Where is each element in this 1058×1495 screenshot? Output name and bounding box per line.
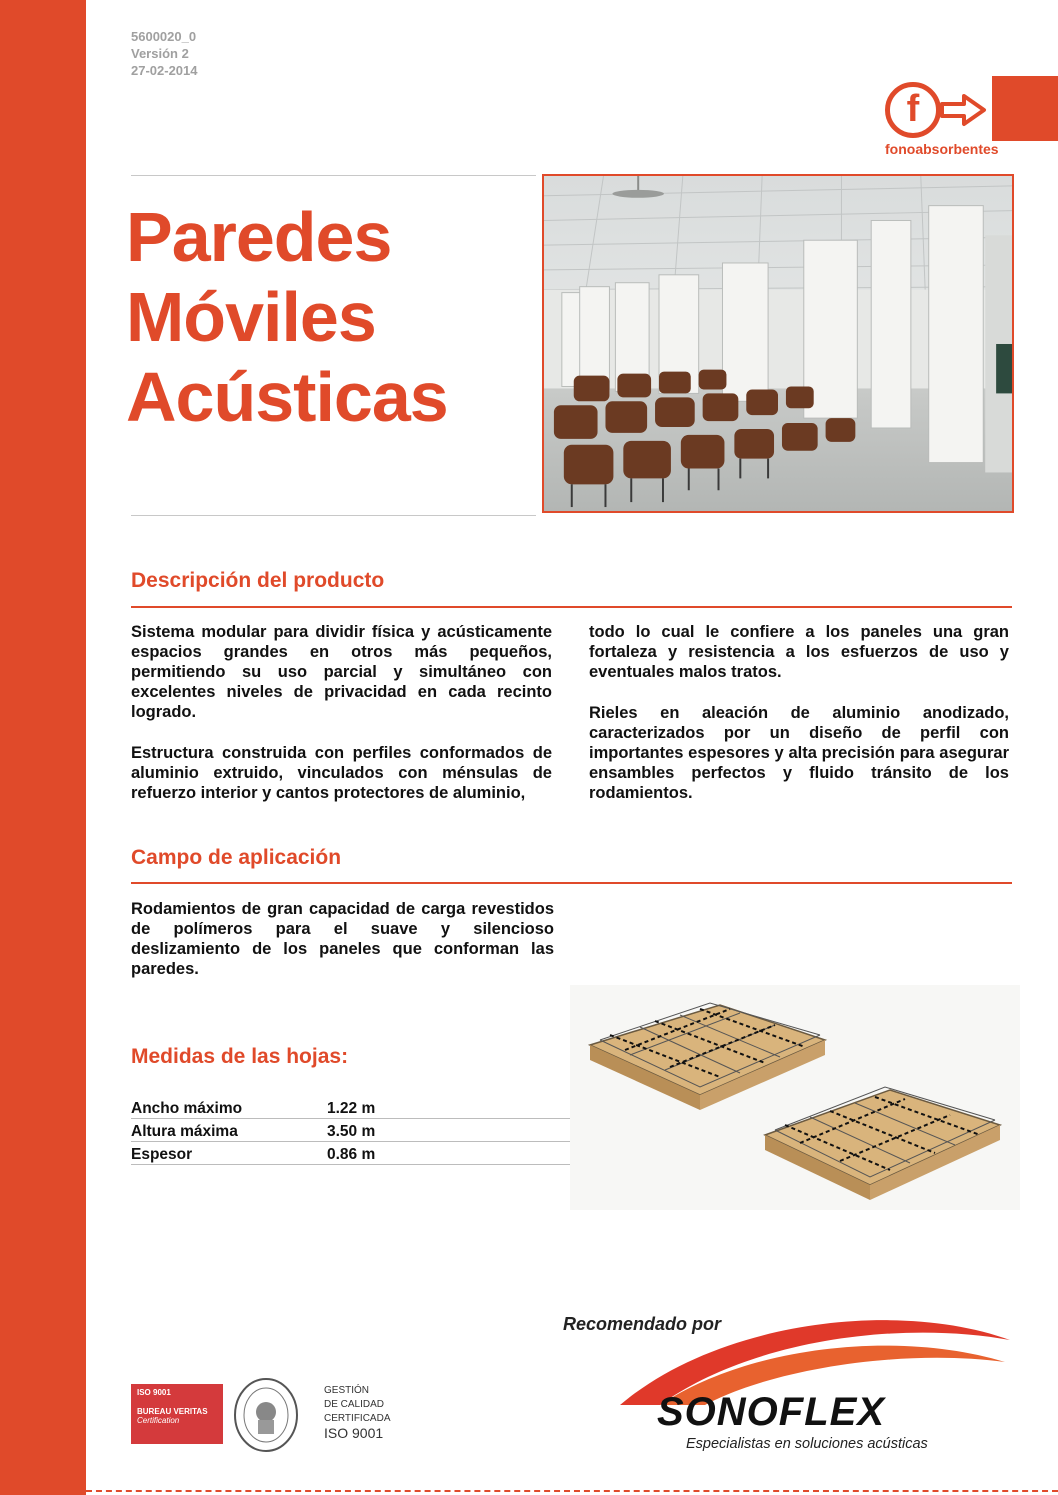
- bureau-veritas-seal-icon: [232, 1376, 300, 1454]
- title-line-3: Acústicas: [126, 358, 448, 436]
- iso-certification-badge: [131, 1384, 223, 1444]
- document-meta: [131, 28, 198, 79]
- doc-date: 27-02-2014: [131, 63, 198, 78]
- measure-value: 1.22 m: [327, 1100, 376, 1117]
- descripcion-paragraph: Estructura construida con perfiles conformados de aluminio extruido, vinculados con ménsulas de refuerzo interior y cantos protectores de aluminio,: [131, 744, 552, 802]
- iso-badge-org: BUREAU VERITAS: [137, 1407, 208, 1416]
- measure-label: Espesor: [131, 1146, 193, 1163]
- title-rule-top: [131, 175, 536, 176]
- doc-version: Versión 2: [131, 46, 189, 61]
- gestion-line: GESTIÓN: [324, 1385, 370, 1396]
- recommended-by-label: Recomendado por: [563, 1314, 722, 1334]
- doc-code: 5600020_0: [131, 29, 197, 44]
- descripcion-paragraph: Rieles en aleación de aluminio anodizado, caracterizados por un diseño de perfil con importantes espesores y alta precisión para asegurar ensambles perfectos y fluido tránsito de los rodamientos.: [589, 704, 1009, 802]
- left-accent-bar: [0, 0, 86, 1495]
- gestion-iso: ISO 9001: [324, 1425, 384, 1441]
- table-row: [131, 1119, 587, 1142]
- measures-table: [131, 1096, 587, 1165]
- measure-label: Altura máxima: [131, 1123, 238, 1140]
- measure-value: 3.50 m: [327, 1123, 376, 1140]
- sonoflex-tagline: Especialistas en soluciones acústicas: [686, 1436, 928, 1452]
- descripcion-column-1: [131, 622, 552, 824]
- campo-paragraph: Rodamientos de gran capacidad de carga revestidos de polímeros para el suave y silencioso deslizamiento de los paneles que conforman las paredes.: [131, 900, 554, 978]
- brand-name: fonoabsorbentes: [885, 141, 999, 157]
- sonoflex-logo: SONOFLEX: [657, 1390, 886, 1434]
- table-row: [131, 1142, 587, 1165]
- gestion-line: DE CALIDAD: [324, 1399, 385, 1410]
- quality-management-text: [324, 1384, 391, 1440]
- measure-label: Ancho máximo: [131, 1100, 243, 1117]
- section-heading-descripcion: Descripción del producto: [131, 569, 385, 592]
- bottom-dashed-rule: [86, 1490, 1058, 1492]
- panel-layout-diagram: [570, 985, 1020, 1210]
- logo-accent-block: [992, 76, 1058, 141]
- gestion-line: CERTIFICADA: [324, 1413, 391, 1424]
- iso-badge-title: ISO 9001: [137, 1388, 171, 1397]
- product-photo: [542, 174, 1014, 513]
- title-line-1: Paredes: [126, 198, 392, 276]
- iso-badge-cert: Certification: [137, 1416, 180, 1425]
- title-rule-bottom: [131, 515, 536, 516]
- page-title: [126, 197, 448, 437]
- descripcion-paragraph: todo lo cual le confiere a los paneles una gran fortaleza y resistencia a los esfuerzos de uso y eventuales malos tratos.: [589, 623, 1009, 681]
- section-rule-descripcion: [131, 606, 1012, 608]
- descripcion-paragraph: Sistema modular para dividir física y acústicamente espacios grandes en otros más pequeños, permitiendo su uso parcial y simultáneo con excelentes niveles de privacidad en cada recinto logrado.: [131, 623, 552, 721]
- logo-arrow-icon: [940, 93, 988, 127]
- measure-value: 0.86 m: [327, 1146, 376, 1163]
- section-heading-medidas: Medidas de las hojas:: [131, 1045, 349, 1068]
- title-line-2: Móviles: [126, 278, 376, 356]
- table-row: [131, 1096, 587, 1119]
- section-heading-campo: Campo de aplicación: [131, 846, 342, 869]
- fono-logo-icon: f: [885, 82, 941, 138]
- descripcion-column-2: [589, 622, 1009, 824]
- section-rule-campo: [131, 882, 1012, 884]
